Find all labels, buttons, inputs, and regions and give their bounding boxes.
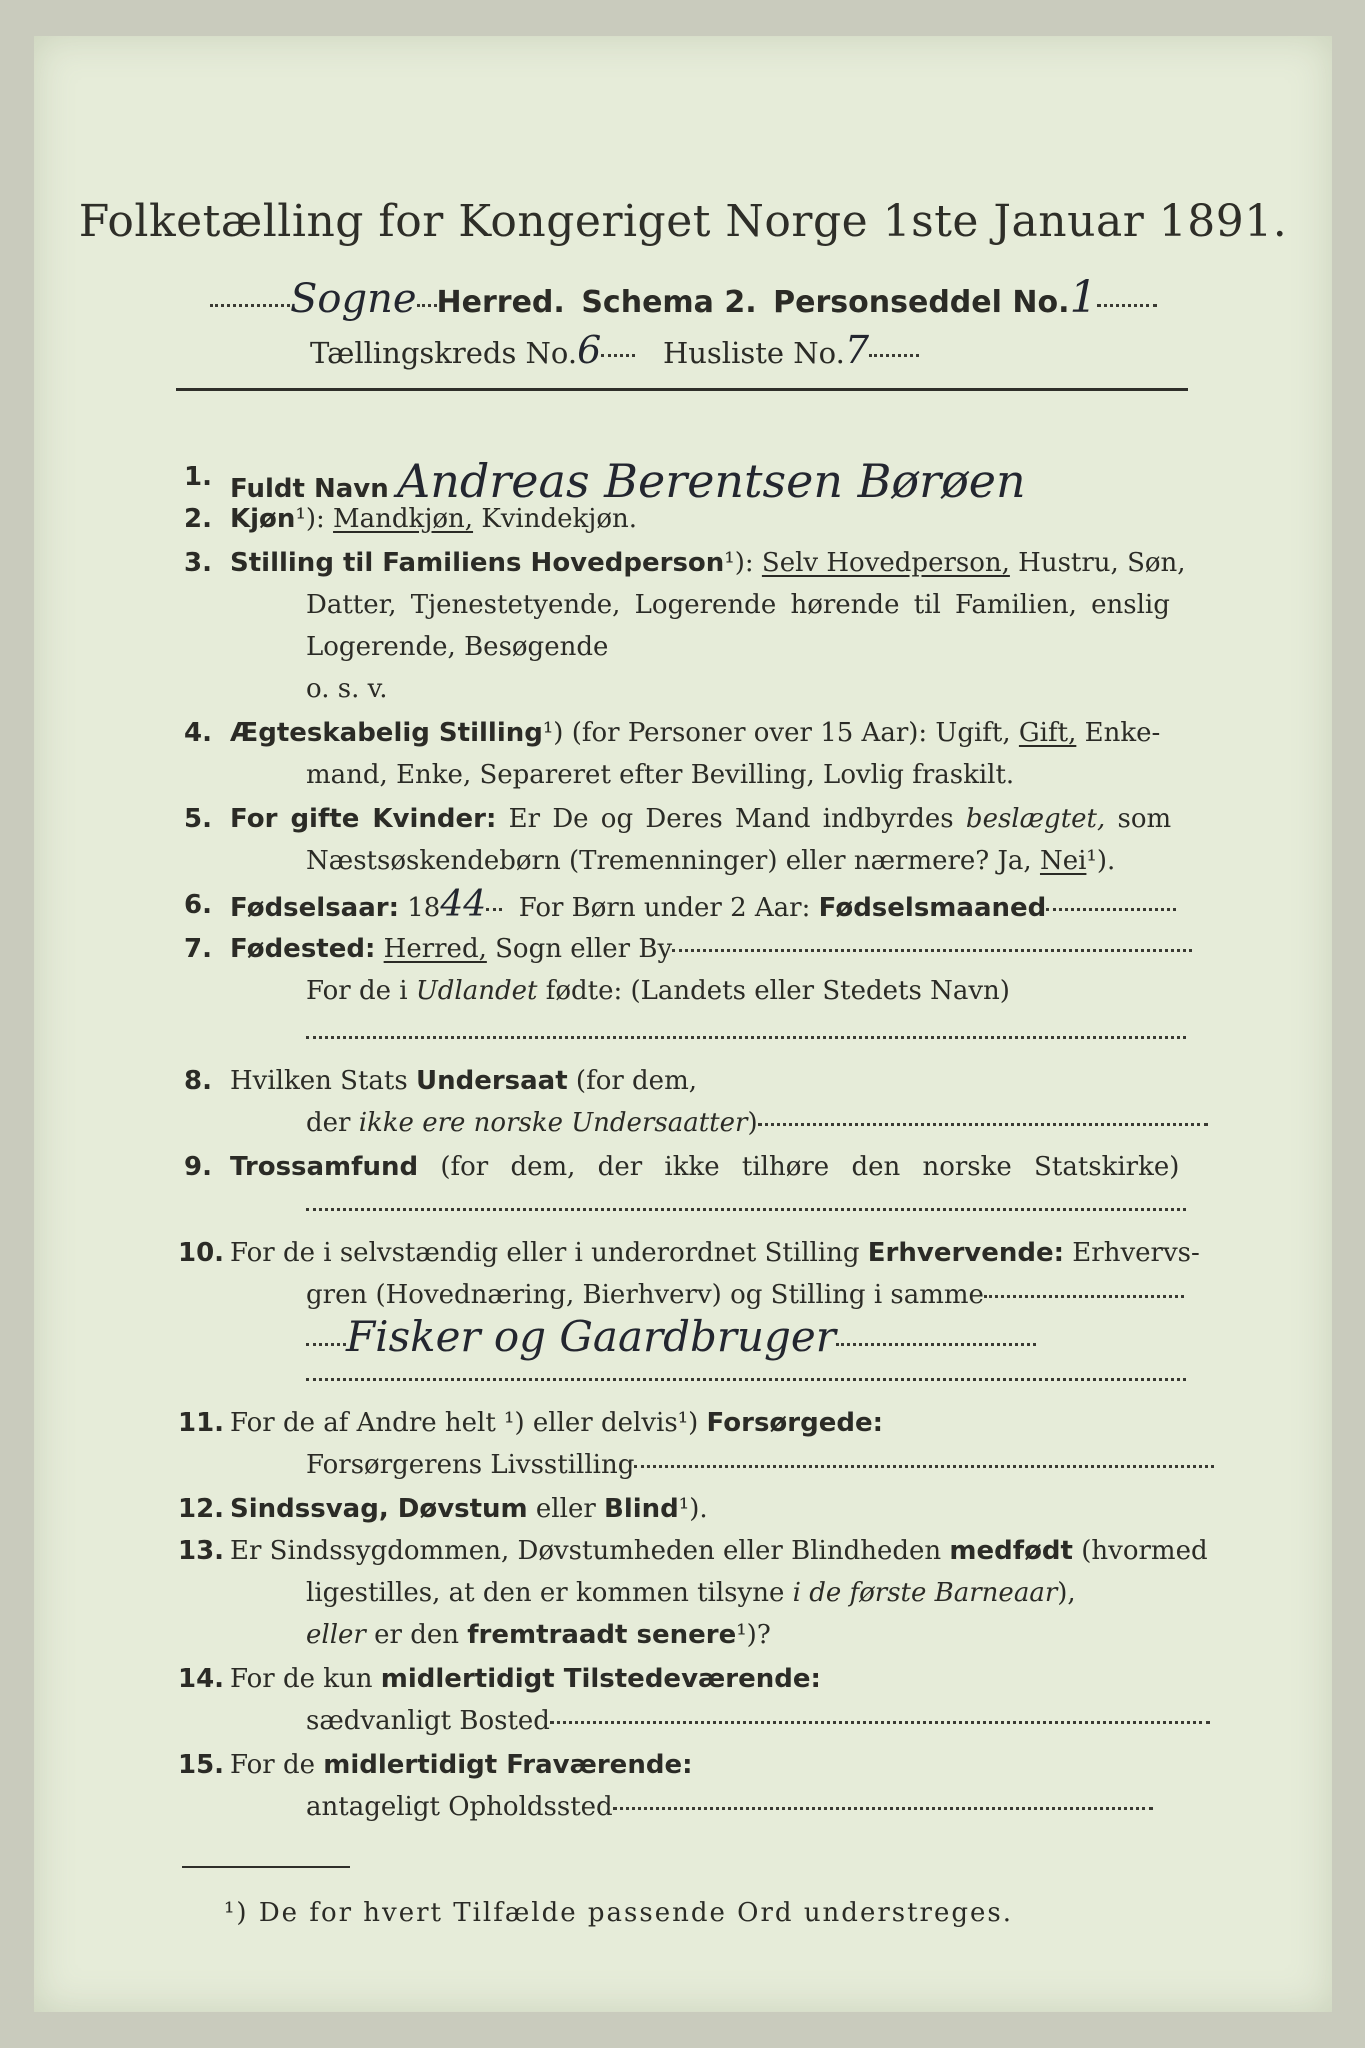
q13-line2 — [306, 1578, 1076, 1608]
q15-number: 15. — [178, 1750, 225, 1780]
q5-line2 — [306, 846, 1115, 876]
dotted-leader — [836, 1343, 1036, 1346]
q14-label: midlertidigt Tilstedeværende: — [380, 1664, 821, 1694]
q2-sup: ¹) — [295, 504, 317, 534]
census-form-sheet — [34, 36, 1332, 2012]
dotted-leader — [869, 354, 919, 357]
q6-label: Fødselsaar: — [230, 893, 399, 923]
dotted-leader — [984, 1295, 1184, 1298]
q2-label: Kjøn — [230, 504, 296, 534]
q12-text: eller — [535, 1494, 596, 1524]
dotted-leader — [634, 1465, 1214, 1468]
q5-text1-end: som — [1117, 804, 1172, 834]
schema-label: Schema 2. — [581, 285, 757, 320]
q13-line2a: ligestilles, at den er kommen tilsyne — [306, 1578, 785, 1608]
q7-line2-italic: Udlandet — [415, 976, 538, 1006]
dotted-leader — [613, 1807, 1153, 1810]
header-rule — [176, 388, 1188, 391]
q10-text1: For de i selvstændig eller i underordnet Stilling — [230, 1238, 860, 1268]
dotted-leader — [672, 949, 1192, 952]
dotted-leader — [417, 304, 437, 307]
q8-number: 8. — [184, 1066, 212, 1096]
q5-line2-text: Næstsøskendebørn (Tremenninger) eller nærmere? Ja, — [306, 846, 1032, 876]
q14-text: For de kun — [230, 1664, 373, 1694]
q7-label: Fødested: — [230, 934, 376, 964]
q7-answer-line — [306, 1036, 1186, 1039]
q6-label2: Fødselsmaaned — [818, 893, 1047, 923]
q13-label: medfødt — [949, 1536, 1073, 1566]
q12-end: ¹). — [678, 1494, 708, 1524]
q8-line2a: der — [306, 1108, 351, 1138]
q13-line2-end: ), — [1057, 1578, 1076, 1608]
q9-number: 9. — [184, 1152, 212, 1182]
q3-line4: o. s. v. — [306, 674, 388, 704]
q7-line1 — [230, 934, 1192, 964]
q3-sup: ¹) — [724, 548, 745, 578]
q10-answer-line2 — [306, 1378, 1186, 1381]
q3-rest: Hustru, Søn, — [1018, 548, 1186, 578]
q10-answer-line — [306, 1312, 1036, 1361]
q11-sup: ¹) — [677, 1408, 699, 1438]
q11-text2: eller delvis — [532, 1408, 678, 1438]
q3-line2: Datter, Tjenestetyende, Logerende hørende til Familien, enslig — [306, 590, 1170, 620]
dotted-leader — [210, 304, 290, 307]
q2-line — [230, 504, 637, 534]
q15-label: midlertidigt Fraværende: — [323, 1750, 693, 1780]
q8-line1 — [230, 1066, 697, 1096]
personseddel-value: 1 — [1069, 272, 1098, 323]
q12-line — [230, 1494, 708, 1524]
dotted-leader — [306, 1343, 346, 1346]
q5-text1-italic: beslægtet, — [965, 804, 1106, 834]
q2-colon: : — [316, 504, 325, 534]
q11-label: Forsørgede: — [706, 1408, 883, 1438]
q13-text1-end: (hvormed — [1081, 1536, 1208, 1566]
q3-line3: Logerende, Besøgende — [306, 632, 609, 662]
q1-line — [230, 454, 1026, 508]
q14-line1 — [230, 1664, 821, 1694]
herred-line — [210, 272, 1157, 323]
q5-line2-end: ¹). — [1086, 846, 1116, 876]
q3-label: Stilling til Familiens Hovedperson — [230, 548, 725, 578]
q9-answer-line — [306, 1208, 1186, 1211]
q8-text: (for dem, — [575, 1066, 697, 1096]
kreds-label: Tællingskreds No. — [310, 336, 578, 370]
dotted-leader — [1097, 304, 1157, 307]
q12-label: Sindssvag, Døvstum — [230, 1494, 528, 1524]
q10-number: 10. — [178, 1238, 225, 1268]
q13-line3 — [306, 1620, 771, 1650]
q6-line — [230, 884, 1176, 925]
q14-line2-text: sædvanligt Bosted — [306, 1706, 550, 1736]
q2-option-kvindekjon: Kvindekjøn. — [481, 504, 637, 534]
footnote-rule — [182, 1866, 350, 1868]
q8-line2: der ikke ere norske Undersaatter) — [306, 1108, 1208, 1138]
dotted-leader — [1046, 908, 1176, 911]
q3-line1 — [230, 548, 1186, 578]
q13-line1 — [230, 1536, 1208, 1566]
herred-label: Herred. — [436, 285, 565, 320]
q4-text2: Enke- — [1084, 718, 1161, 748]
q13-number: 13. — [178, 1536, 225, 1566]
q7-number: 7. — [184, 934, 212, 964]
q5-text1: Er De og Deres Mand indbyrdes — [508, 804, 954, 834]
q9-line — [230, 1152, 1179, 1182]
q13-line3-end: ¹)? — [736, 1620, 771, 1650]
q4-sup: ¹) — [542, 718, 564, 748]
q10-line2-text: gren (Hovednæring, Bierhverv) og Stilling i samme — [306, 1280, 984, 1310]
q3-number: 3. — [184, 548, 212, 578]
q2-number: 2. — [184, 504, 212, 534]
q6-text: For Børn under 2 Aar: — [518, 893, 811, 923]
q4-option-gift: Gift, — [1018, 718, 1077, 748]
q8-line2-italic: ikke ere norske Undersaatter — [358, 1108, 748, 1138]
q5-line1 — [230, 804, 1171, 834]
q6-number: 6. — [184, 890, 212, 920]
dotted-leader — [601, 354, 635, 357]
q15-line2-text: antageligt Opholdssted — [306, 1792, 613, 1822]
dotted-leader — [486, 908, 502, 911]
q15-text: For de — [230, 1750, 315, 1780]
q7-option-herred: Herred, — [383, 934, 487, 964]
q4-text1: (for Personer over 15 Aar): Ugift, — [571, 718, 1011, 748]
q10-line1 — [230, 1238, 1200, 1268]
q13-line3-bold: fremtraadt senere — [467, 1620, 737, 1650]
form-title: Folketælling for Kongeriget Norge 1ste Januar 1891. — [78, 196, 1288, 247]
husliste-value: 7 — [844, 328, 869, 372]
q5-option-nei: Nei — [1039, 846, 1087, 876]
q11-line2 — [306, 1450, 1214, 1480]
q3-option-selv: Selv Hovedperson, — [761, 548, 1010, 578]
q4-number: 4. — [184, 718, 212, 748]
q13-line2-italic: i de første Barneaar — [792, 1578, 1058, 1608]
q11-line2-text: Forsørgerens Livsstilling — [306, 1450, 635, 1480]
q8-label: Hvilken Stats — [230, 1066, 408, 1096]
q10-line2 — [306, 1280, 1184, 1310]
dotted-leader — [758, 1123, 1208, 1126]
q14-number: 14. — [178, 1664, 225, 1694]
q11-number: 11. — [178, 1408, 225, 1438]
q15-line1 — [230, 1750, 692, 1780]
q13-text1: Er Sindssygdommen, Døvstumheden eller Blindheden — [230, 1536, 942, 1566]
q4-line1 — [230, 718, 1160, 748]
q3-colon: : — [744, 548, 754, 578]
q9-label: Trossamfund — [230, 1152, 419, 1182]
footnote: ¹) De for hvert Tilfælde passende Ord understreges. — [224, 1898, 1014, 1928]
q1-name-value: Andreas Berentsen Børøen — [397, 454, 1026, 508]
dotted-leader — [550, 1721, 1210, 1724]
q7-text: Sogn eller By — [495, 934, 673, 964]
q12-label2: Blind — [604, 1494, 679, 1524]
q4-label: Ægteskabelig Stilling — [230, 718, 543, 748]
personseddel-label: Personseddel No. — [773, 285, 1070, 320]
q5-number: 5. — [184, 804, 212, 834]
q6-prefix: 18 — [407, 893, 441, 923]
q4-line2: mand, Enke, Separeret efter Bevilling, Lovlig fraskilt. — [306, 760, 1015, 790]
q10-label: Erhvervende: — [867, 1238, 1065, 1268]
q13-line3-italic: eller — [306, 1620, 366, 1650]
q13-line3a: er den — [374, 1620, 459, 1650]
q11-line1: For de af Andre helt ¹) eller delvis¹) Forsørgede: — [230, 1408, 883, 1438]
q12-number: 12. — [178, 1494, 225, 1524]
q1-label: Fuldt Navn — [230, 474, 389, 504]
kreds-line — [310, 328, 919, 372]
q2-option-mandkjon: Mandkjøn, — [333, 504, 474, 534]
q7-line2 — [306, 976, 1010, 1006]
husliste-label: Husliste No. — [662, 336, 845, 370]
q7-line2a: For de i — [306, 976, 408, 1006]
q6-year-value: 44 — [440, 884, 487, 925]
q8-label-bold: Undersaat — [415, 1066, 568, 1096]
q7-line2b: fødte: (Landets eller Stedets Navn) — [545, 976, 1010, 1006]
q10-text1-end: Erhvervs- — [1072, 1238, 1200, 1268]
q1-number: 1. — [184, 462, 212, 492]
q5-label: For gifte Kvinder: — [230, 804, 497, 834]
q9-text: (for dem, der ikke tilhøre den norske Statskirke) — [440, 1152, 1180, 1182]
q14-line2 — [306, 1706, 1210, 1736]
q11-text1: For de af Andre helt — [230, 1408, 496, 1438]
kreds-value: 6 — [577, 328, 602, 372]
q15-line2 — [306, 1792, 1153, 1822]
herred-value: Sogne — [290, 276, 417, 322]
q10-occupation-value: Fisker og Gaardbruger — [346, 1312, 836, 1361]
